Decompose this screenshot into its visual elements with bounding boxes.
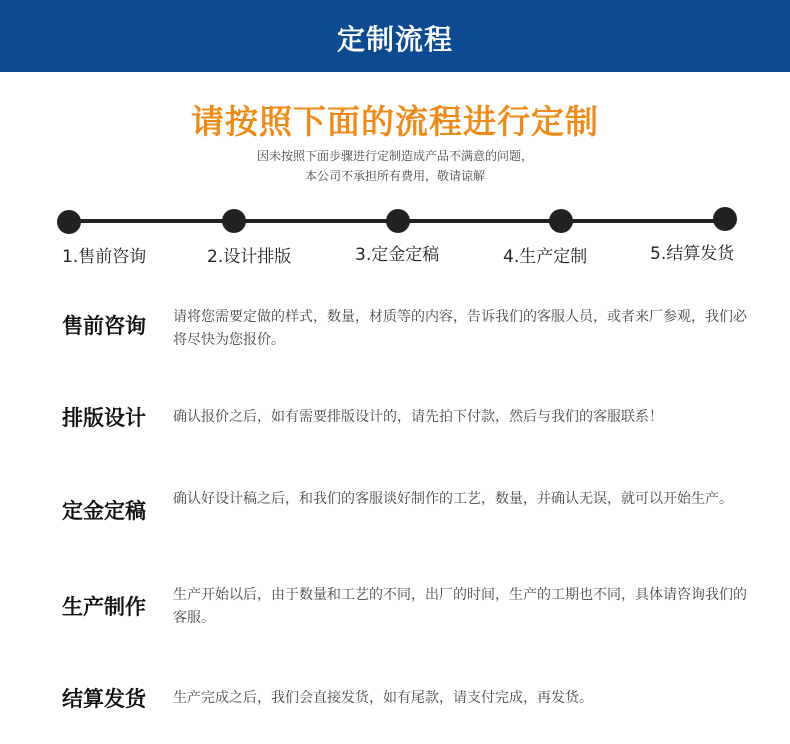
section-title: 排版设计: [62, 406, 146, 430]
section-title: 生产制作: [62, 595, 146, 619]
step-5-label: 5.结算发货: [650, 244, 735, 264]
step-3-label: 3.定金定稿: [355, 245, 440, 265]
step-2-label: 2.设计排版: [207, 247, 292, 267]
step-4-label: 4.生产定制: [503, 247, 588, 267]
step-1-dot: [57, 210, 81, 234]
section-text: 确认报价之后，如有需要排版设计的，请先拍下付款，然后与我们的客服联系！: [173, 409, 663, 425]
process-timeline: [0, 200, 790, 280]
disclaimer-line-2: 本公司不承担所有费用，敬请谅解: [304, 169, 485, 183]
section-text: 生产完成之后，我们会直接发货，如有尾款，请支付完成，再发货。: [173, 690, 593, 706]
section-title: 结算发货: [62, 687, 146, 711]
step-2-dot: [222, 209, 246, 233]
step-3-dot: [386, 209, 410, 233]
page-headline: 请按照下面的流程进行定制: [191, 102, 599, 141]
section-text: 生产开始以后，由于数量和工艺的不同，出厂的时间，生产的工期也不同，具体请咨询我们的客服。: [173, 587, 747, 626]
section-title: 售前咨询: [62, 314, 146, 338]
disclaimer-line-1: 因未按照下面步骤进行定制造成产品不满意的问题，: [256, 149, 533, 163]
step-5-dot: [713, 207, 737, 231]
banner-title: 定制流程: [336, 23, 453, 56]
section-text: 确认好设计稿之后，和我们的客服谈好制作的工艺，数量，并确认无误，就可以开始生产。: [173, 491, 733, 507]
step-4-dot: [549, 209, 573, 233]
section-title: 定金定稿: [62, 499, 146, 523]
step-1-label: 1.售前咨询: [62, 247, 147, 267]
section-text: 请将您需要定做的样式，数量，材质等的内容，告诉我们的客服人员，或者来厂参观，我们必将尽快为您报价。: [173, 309, 747, 348]
